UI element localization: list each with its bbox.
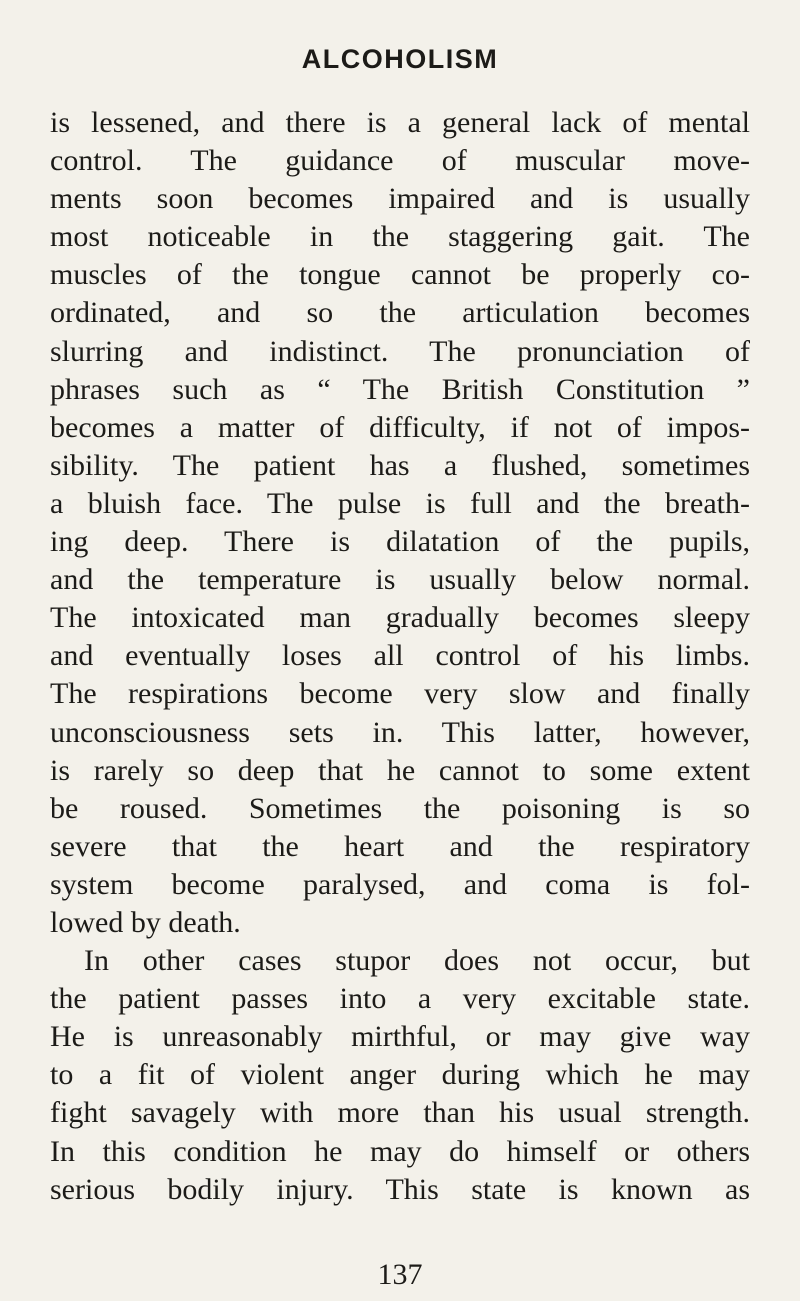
- text-line: most noticeable in the staggering gait. The: [50, 220, 750, 254]
- text-line: ing deep. There is dilatation of the pupils,: [50, 525, 750, 559]
- text-line: control. The guidance of muscular move-: [50, 144, 750, 178]
- text-line: The respirations become very slow and finally: [50, 677, 750, 711]
- text-line: system become paralysed, and coma is fol-: [50, 867, 750, 901]
- text-line: slurring and indistinct. The pronunciation of: [50, 334, 750, 368]
- running-head: ALCOHOLISM: [301, 44, 499, 74]
- text-line: muscles of the tongue cannot be properly co-: [50, 258, 750, 292]
- text-line: is lessened, and there is a general lack of mental: [50, 106, 750, 139]
- paragraph-start-line: In other cases stupor does not occur, but: [84, 944, 750, 978]
- text-line: and eventually loses all control of his limbs.: [50, 639, 750, 673]
- text-line: He is unreasonably mirthful, or may give way: [50, 1020, 750, 1054]
- paragraph-end-line: lowed by death.: [50, 905, 241, 939]
- text-line: becomes a matter of difficulty, if not of impos-: [50, 410, 750, 444]
- text-line: a bluish face. The pulse is full and the breath-: [50, 486, 750, 520]
- text-line: to a fit of violent anger during which he may: [50, 1058, 750, 1092]
- text-line: In this condition he may do himself or others: [50, 1134, 750, 1168]
- text-line: fight savagely with more than his usual strength.: [50, 1096, 750, 1130]
- text-line: is rarely so deep that he cannot to some extent: [50, 753, 750, 787]
- body-text: [50, 104, 750, 1209]
- text-line: phrases such as “ The British Constitution ”: [50, 372, 750, 406]
- text-line: sibility. The patient has a flushed, sometimes: [50, 448, 750, 482]
- text-line: severe that the heart and the respiratory: [50, 829, 750, 863]
- text-line: the patient passes into a very excitable state.: [50, 982, 750, 1016]
- page-number: 137: [377, 1258, 423, 1291]
- text-line: ments soon becomes impaired and is usually: [50, 182, 750, 216]
- text-line: ordinated, and so the articulation becomes: [50, 296, 750, 330]
- text-line: and the temperature is usually below normal.: [50, 563, 750, 597]
- text-line: serious bodily injury. This state is known as: [50, 1172, 750, 1206]
- text-line: unconsciousness sets in. This latter, however,: [50, 715, 750, 749]
- text-line: The intoxicated man gradually becomes sleepy: [50, 601, 750, 635]
- text-line: be roused. Sometimes the poisoning is so: [50, 791, 750, 825]
